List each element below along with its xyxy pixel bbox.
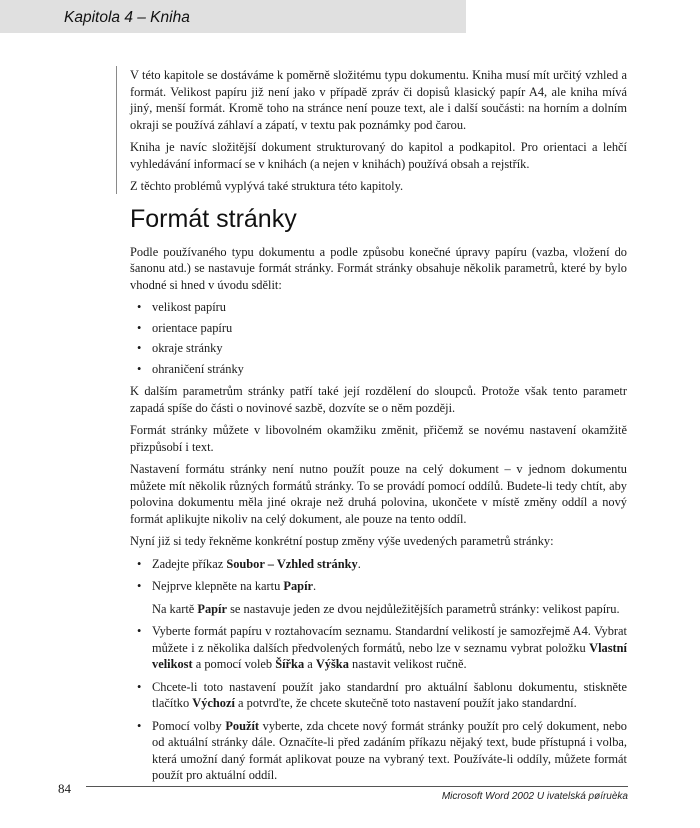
bullet-icon: • — [137, 679, 142, 694]
bullet-icon: • — [137, 300, 142, 314]
footer-divider — [86, 786, 628, 787]
step-item: • Nejprve klepněte na kartu Papír. Na kartě Papír se nastavuje jeden ze dvou nejdůležitějších parametrů stránky: velikost papíru. — [130, 578, 627, 617]
step-item: • Chcete-li toto nastavení použít jako standardní pro aktuální šablonu dokumentu, stiskněte tlačítko Výchozí a potvrďte, že chcete skutečně toto nastavení použít jako standardní. — [137, 679, 627, 710]
section-heading: Formát stránky — [130, 204, 297, 233]
list-item: • orientace papíru — [137, 320, 233, 335]
bullet-icon: • — [137, 579, 142, 593]
intro-paragraph-2: Kniha je navíc složitější dokument strukturovaný do kapitol a podkapitol. Pro orientaci a lehčí vyhledávání informací se v knihách (a nejen v knihách) používá obsah a rejstřík. — [130, 140, 627, 171]
step-item: • Vyberte formát papíru v roztahovacím seznamu. Standardní velikostí je samozřejmě A4. Vybrat můžete i z několika dalších předvolených formátů, nebo lze v seznamu vybrat položku Vlastní velikost a pomocí voleb Šířka a Výška nastavit velikost ručně. — [137, 624, 627, 671]
section-paragraph-1: K dalším parametrům stránky patří také její rozdělení do sloupců. Protože však tento parametr zapadá spíše do části o novinové sazbě, dozvíte se o něm později. — [130, 384, 627, 415]
section-paragraph-3: Nastavení formátu stránky není nutno použít pouze na celý dokument – v jednom dokumentu můžete mít několik různých formátů stránky. To se provádí pomocí oddílů. Budete-li tedy chtít, aby polovina dokumentu měla jiné okraje než druhá polovina, ukončete v místě změny oddíl a nový formát aplikujte nikoliv na celý dokument, ale pouze na tento oddíl. — [130, 462, 627, 526]
bullet-icon: • — [137, 341, 142, 355]
chapter-title: Kapitola 4 – Kniha — [64, 9, 190, 26]
bullet-icon: • — [137, 718, 142, 733]
list-item: • ohraničení stránky — [137, 361, 244, 376]
step-item: • Pomocí volby Použít vyberte, zda chcete nový formát stránky použít pro celý dokument, nebo od aktuální stránky dále. Označíte-li před zadáním příkazu nějaký text, bude přístupná i volba, která umožní daný formát aplikovat pouze na vybraný text. Používáte-li oddíly, můžete formát použít pro aktuální oddíl. — [137, 718, 627, 782]
bullet-icon: • — [137, 320, 142, 335]
page-body — [130, 67, 627, 790]
list-item: • velikost papíru — [137, 300, 226, 314]
step-item: • Zadejte příkaz Soubor – Vzhled stránky. — [137, 556, 361, 571]
intro-paragraph-3: Z těchto problémů vyplývá také struktura této kapitoly. — [130, 179, 404, 193]
margin-rule — [116, 66, 117, 194]
procedure-steps — [130, 556, 627, 784]
intro-paragraph-1: V této kapitole se dostáváme k poměrně složitému typu dokumentu. Kniha musí mít určitý vzhled a formát. Velikost papíru již není jako v případě zpráv či dopisů klasický papír A4, ale kniha mívá jiný, menší formát. Kromě toho na stránce není pouze text, ale i další součásti: na horním a dolním okraji se používá záhlaví a zápatí, v textu pak poznámky pod čarou. — [130, 68, 627, 132]
bullet-icon: • — [137, 624, 142, 638]
list-item: • okraje stránky — [137, 341, 223, 355]
bullet-icon: • — [137, 361, 142, 376]
parameter-list — [130, 299, 627, 377]
bullet-icon: • — [137, 556, 142, 571]
section-paragraph-4: Nyní již si tedy řekněme konkrétní postup změny výše uvedených parametrů stránky: — [130, 534, 554, 548]
step-note: Na kartě Papír se nastavuje jeden ze dvou nejdůležitějších parametrů stránky: velikost papíru. — [152, 601, 620, 616]
section-lead: Podle používaného typu dokumentu a podle způsobu konečné úpravy papíru (vazba, vložení do šanonu atd.) se nastavuje formát stránky. Formát stránky obsahuje několik parametrů, které by bylo vhodné si hned v úvodu sdělit: — [130, 244, 627, 292]
section-paragraph-2: Formát stránky můžete v libovolném okamžiku změnit, přičemž se novému nastavení okamžitě přizpůsobí i text. — [130, 423, 627, 454]
page-number: 84 — [58, 781, 71, 796]
book-title: Microsoft Word 2002 U ivatelská pøíruèka — [441, 791, 628, 802]
